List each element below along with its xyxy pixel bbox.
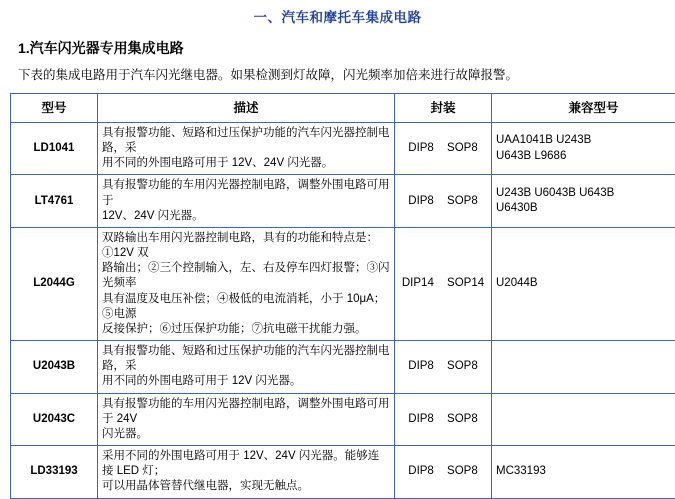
desc-line: 路输出；②三个控制输入，左、右及停车四灯报警；③闪光频率 [102, 261, 390, 291]
cell-package [395, 446, 492, 499]
desc-line: 用不同的外围电路可用于 12V、24V 闪光器。 [102, 156, 390, 171]
table-header-row [11, 93, 675, 122]
cell-model: L2044G [11, 227, 98, 340]
desc-line: 具有报警功能的车用闪光器控制电路，调整外围电路可用于 [102, 178, 390, 208]
cell-package [395, 341, 492, 394]
table-row [11, 393, 675, 446]
table-row [11, 122, 675, 175]
desc-line: 12V、24V 闪光器。 [102, 209, 390, 224]
column-header-model: 型号 [11, 93, 98, 122]
desc-line: 双路输出车用闪光器控制电路，具有的功能和特点是：①12V 双 [102, 231, 390, 261]
cell-package [395, 393, 492, 446]
intro-paragraph: 下表的集成电路用于汽车闪光继电器。如果检测到灯故障，闪光频率加倍来进行故障报警。 [18, 67, 665, 84]
cell-model: U2043C [11, 393, 98, 446]
cell-model: LD33193 [11, 446, 98, 499]
cell-description [98, 122, 395, 175]
cell-package [395, 227, 492, 340]
cell-model: LD1041 [11, 122, 98, 175]
cell-description [98, 175, 395, 228]
package-value: SOP8 [447, 464, 478, 479]
desc-line: 用不同的外围电路可用于 12V 闪光器。 [102, 374, 390, 389]
ic-table [10, 93, 675, 499]
cell-description [98, 393, 395, 446]
desc-line: 可以用晶体管替代继电器，实现无触点。 [102, 479, 390, 494]
desc-line: 具有报警功能的车用闪光器控制电路，调整外围电路可用于 24V [102, 397, 390, 427]
package-value: SOP14 [447, 276, 484, 291]
desc-line: 具有温度及电压补偿；④极低的电流消耗，小于 10μA；⑤电源 [102, 292, 390, 322]
cell-model: U2043B [11, 341, 98, 394]
package-value: SOP8 [447, 141, 478, 156]
package-value: DIP8 [408, 412, 434, 427]
table-row [11, 446, 675, 499]
document-page [0, 6, 675, 413]
table-row [11, 341, 675, 394]
cell-description [98, 446, 395, 499]
cell-compatible [492, 122, 675, 175]
cell-compatible [492, 227, 675, 340]
desc-line: 反接保护；⑥过压保护功能；⑦抗电磁干扰能力强。 [102, 322, 390, 337]
table-row [11, 227, 675, 340]
cell-description [98, 227, 395, 340]
column-header-compatible: 兼容型号 [492, 93, 675, 122]
document-title: 一、汽车和摩托车集成电路 [10, 6, 665, 26]
package-value: SOP8 [447, 359, 478, 374]
compat-line: U6430B [496, 201, 675, 216]
compat-line: UAA1041B U243B [496, 133, 675, 148]
cell-compatible [492, 393, 675, 446]
desc-line: 采用不同的外围电路可用于 12V、24V 闪光器。能够连接 LED 灯； [102, 449, 390, 479]
cell-package [395, 175, 492, 228]
section-title: 1.汽车闪光器专用集成电路 [18, 38, 665, 58]
column-header-description: 描述 [98, 93, 395, 122]
compat-line: MC33193 [496, 464, 675, 479]
package-value: DIP8 [408, 359, 434, 374]
table-row [11, 175, 675, 228]
package-value: DIP8 [408, 141, 434, 156]
cell-package [395, 122, 492, 175]
cell-compatible [492, 175, 675, 228]
cell-compatible [492, 341, 675, 394]
package-value: SOP8 [447, 194, 478, 209]
compat-line: U2044B [496, 276, 675, 291]
desc-line: 闪光器。 [102, 427, 390, 442]
package-value: SOP8 [447, 412, 478, 427]
desc-line: 具有报警功能、短路和过压保护功能的汽车闪光器控制电路，采 [102, 344, 390, 374]
desc-line: 具有报警功能、短路和过压保护功能的汽车闪光器控制电路，采 [102, 126, 390, 156]
cell-model: LT4761 [11, 175, 98, 228]
column-header-package: 封装 [395, 93, 492, 122]
compat-line: U243B U6043B U643B [496, 186, 675, 201]
package-value: DIP8 [408, 464, 434, 479]
package-value: DIP8 [408, 194, 434, 209]
package-value: DIP14 [402, 276, 434, 291]
compat-line: U643B L9686 [496, 149, 675, 164]
cell-description [98, 341, 395, 394]
cell-compatible [492, 446, 675, 499]
